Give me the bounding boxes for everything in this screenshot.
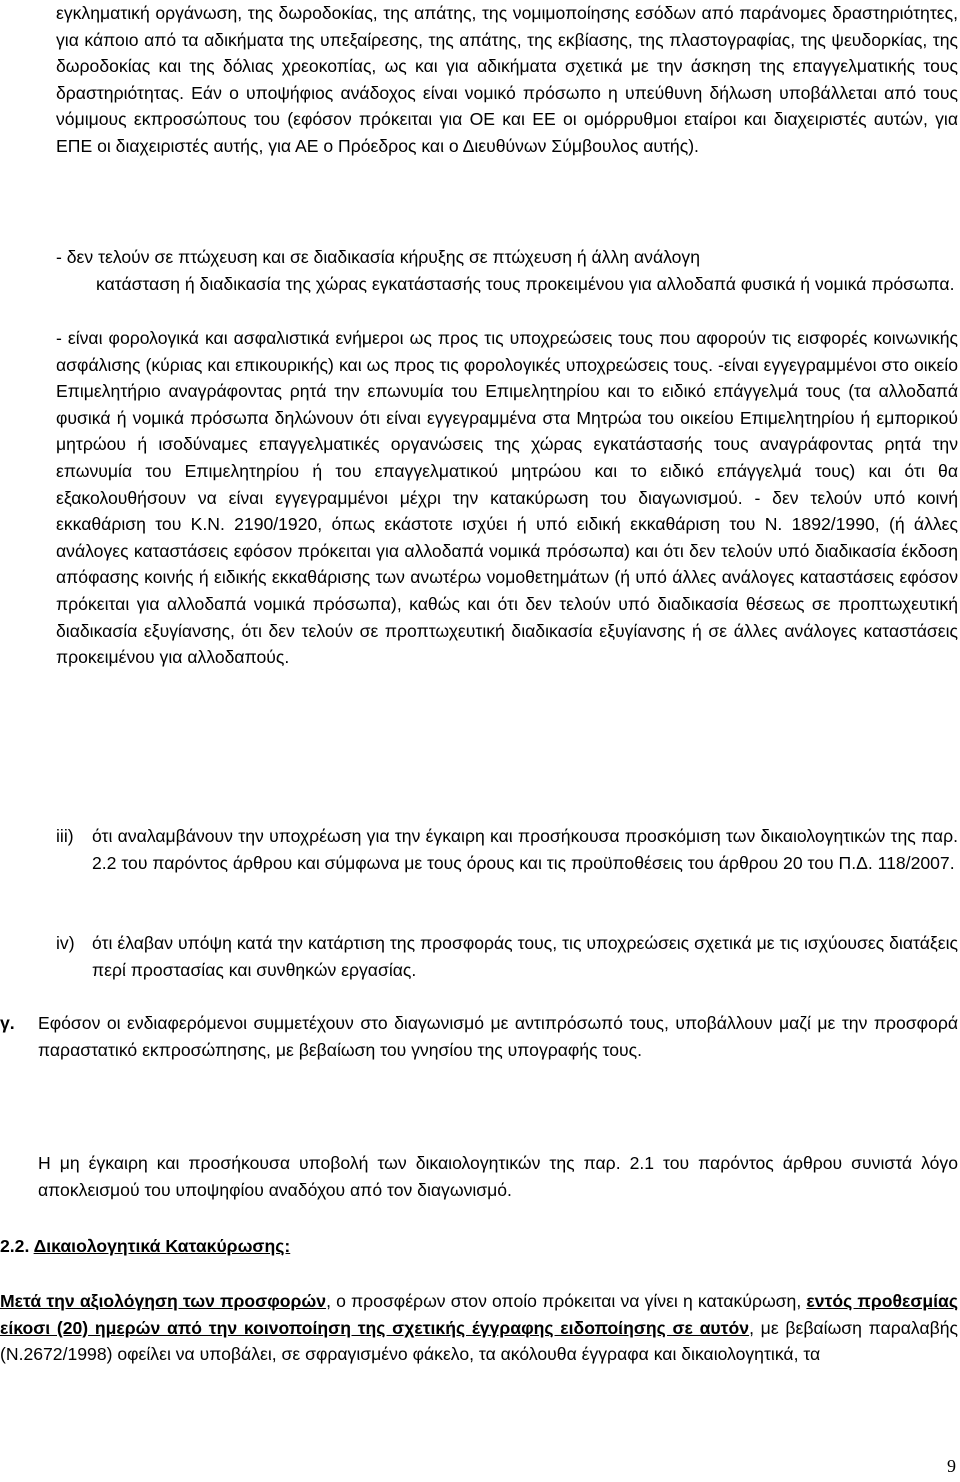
emphasis-text: Μετά την αξιολόγηση των προσφορών (0, 1291, 327, 1311)
paragraph-first-line: - δεν τελούν σε πτώχευση και σε διαδικασία κήρυξης σε πτώχευση ή άλλη ανάλογη (56, 247, 701, 267)
body-text: , ο προσφέρων στον οποίο πρόκειται να γίνει η κατακύρωση, (326, 1291, 807, 1311)
section-label: γ. (0, 1013, 15, 1033)
body-text: , με βεβαίωση παραλαβής (Ν.2672/1998) οφείλει να υποβάλει, σε σφραγισμένο φάκελο, τα ακόλουθα έγγραφα και δικαιολογητικά, τα (0, 1317, 959, 1365)
paragraph-intro (56, 0, 958, 160)
page-number: 9 (947, 1456, 956, 1476)
section-gamma (0, 1010, 958, 1063)
section-heading (0, 1233, 958, 1260)
paragraph-bankruptcy (56, 244, 958, 297)
paragraph-text (0, 1288, 958, 1368)
paragraph-text: - είναι φορολογικά και ασφαλιστικά ενήμεροι ως προς τις υποχρεώσεις τους που αφορούν τις εισφορές κοινωνικής ασφάλισης (κύριας και επικουρικής) και ως προς τις φορολογικές υποχρεώσεις τους. -είναι εγγεγραμμένοι στο οικείο Επιμελητήριο αναγράφοντας ρητά την επωνυμία του Επιμελητηρίου και το ειδικό επάγγελμά τους (τα αλλοδαπά φυσικά ή νομικά πρόσωπα δηλώνουν ότι είναι εγγεγραμμένα στα Μητρώα του οικείου Επιμελητηρίου ή εμπορικού μητρώου ή ισοδύναμες επαγγελματικές οργανώσεις της χώρας εγκατάστασής τους αναγράφοντας ρητά την επωνυμία του Επιμελητηρίου ή του επαγγελματικού μητρώου και το ειδικό επάγγελμά τους) και ότι θα εξακολουθήσουν να είναι εγγεγραμμένοι μέχρι την κατακύρωση του διαγωνισμού. - δεν τελούν υπό κοινή εκκαθάριση του Κ.Ν. 2190/1920, όπως εκάστοτε ισχύει ή υπό ειδική εκκαθάριση του Ν. 1892/1990, (ή άλλες ανάλογες καταστάσεις εφόσον πρόκειται για αλλοδαπά νομικά πρόσωπα) και ότι δεν τελούν υπό διαδικασία έκδοση απόφασης κοινής ή ειδικής εκκαθάρισης των ανωτέρω νομοθετημάτων (ή υπό άλλες ανάλογες καταστάσεις εφόσον πρόκειται για αλλοδαπά νομικά πρόσωπα), καθώς και ότι δεν τελούν υπό διαδικασία θέσεως σε προπτωχευτική διαδικασία εξυγίανσης, ότι δεν τελούν σε προπτωχευτική διαδικασία εξυγίανσης ή σε άλλες ανάλογες καταστάσεις προκειμένου για αλλοδαπούς. (56, 328, 958, 668)
list-number: iii) (56, 826, 74, 846)
section-text: Εφόσον οι ενδιαφερόμενοι συμμετέχουν στο διαγωνισμό με αντιπρόσωπό τους, υποβάλλουν μαζί με την προσφορά παραστατικό εκπροσώπησης, με βεβαίωση του γνησίου της υπογραφής τους. (38, 1013, 958, 1060)
paragraph-continuation: κατάσταση ή διαδικασία της χώρας εγκατάστασής τους προκειμένου για αλλοδαπά φυσικά ή νομικά πρόσωπα. (96, 273, 955, 294)
list-item-iii (56, 823, 958, 876)
heading-title: Δικαιολογητικά Κατακύρωσης: (33, 1236, 291, 1256)
list-item-iv (56, 930, 958, 983)
list-text: ότι αναλαμβάνουν την υποχρέωση για την έγκαιρη και προσήκουσα προσκόμιση των δικαιολογητικών της παρ. 2.2 του παρόντος άρθρου και σύμφωνα με τους όρους και τις προϋποθέσεις του άρθρου 20 του Π.Δ. 118/2007. (92, 826, 958, 873)
paragraph-text: εγκληματική οργάνωση, της δωροδοκίας, της απάτης, της νομιμοποίησης εσόδων από παράνομες δραστηριότητες, για κάποιο από τα αδικήματα της υπεξαίρεσης, της απάτης, της εκβίασης, της πλαστογραφίας, της ψευδορκίας, της δωροδοκίας και της δόλιας χρεοκοπίας, ως και για αδικήματα σχετικά με την άσκηση της επαγγελματικής τους δραστηριότητας. Εάν ο υποψήφιος ανάδοχος είναι νομικό πρόσωπο η υπεύθυνη δήλωση υποβάλλεται από τους νόμιμους εκπροσώπους του (εφόσον πρόκειται για ΟΕ και ΕΕ οι ομόρρυθμοι εταίροι και διαχειριστές αυτών, για ΕΠΕ οι διαχειριστές αυτής, για ΑΕ ο Πρόεδρος και ο Διευθύνων Σύμβουλος αυτής). (56, 3, 958, 156)
paragraph-conditions (56, 325, 958, 671)
paragraph-award (0, 1288, 958, 1368)
heading-number: 2.2. (0, 1236, 30, 1256)
paragraph-text: Η μη έγκαιρη και προσήκουσα υποβολή των δικαιολογητικών της παρ. 2.1 του παρόντος άρθρου συνιστά λόγο αποκλεισμού του υποψηφίου αναδόχου από τον διαγωνισμό. (38, 1153, 958, 1200)
emphasis-text: εντός προθεσμίας είκοσι (20) ημερών από την κοινοποίηση της σχετικής έγγραφης ειδοποίησης σε αυτόν (0, 1291, 958, 1338)
list-text: ότι έλαβαν υπόψη κατά την κατάρτιση της προσφοράς τους, τις υποχρεώσεις σχετικά με τις ισχύουσες διατάξεις περί προστασίας και συνθηκών εργασίας. (92, 933, 958, 980)
list-number: iv) (56, 933, 75, 953)
paragraph-exclusion (38, 1150, 958, 1203)
